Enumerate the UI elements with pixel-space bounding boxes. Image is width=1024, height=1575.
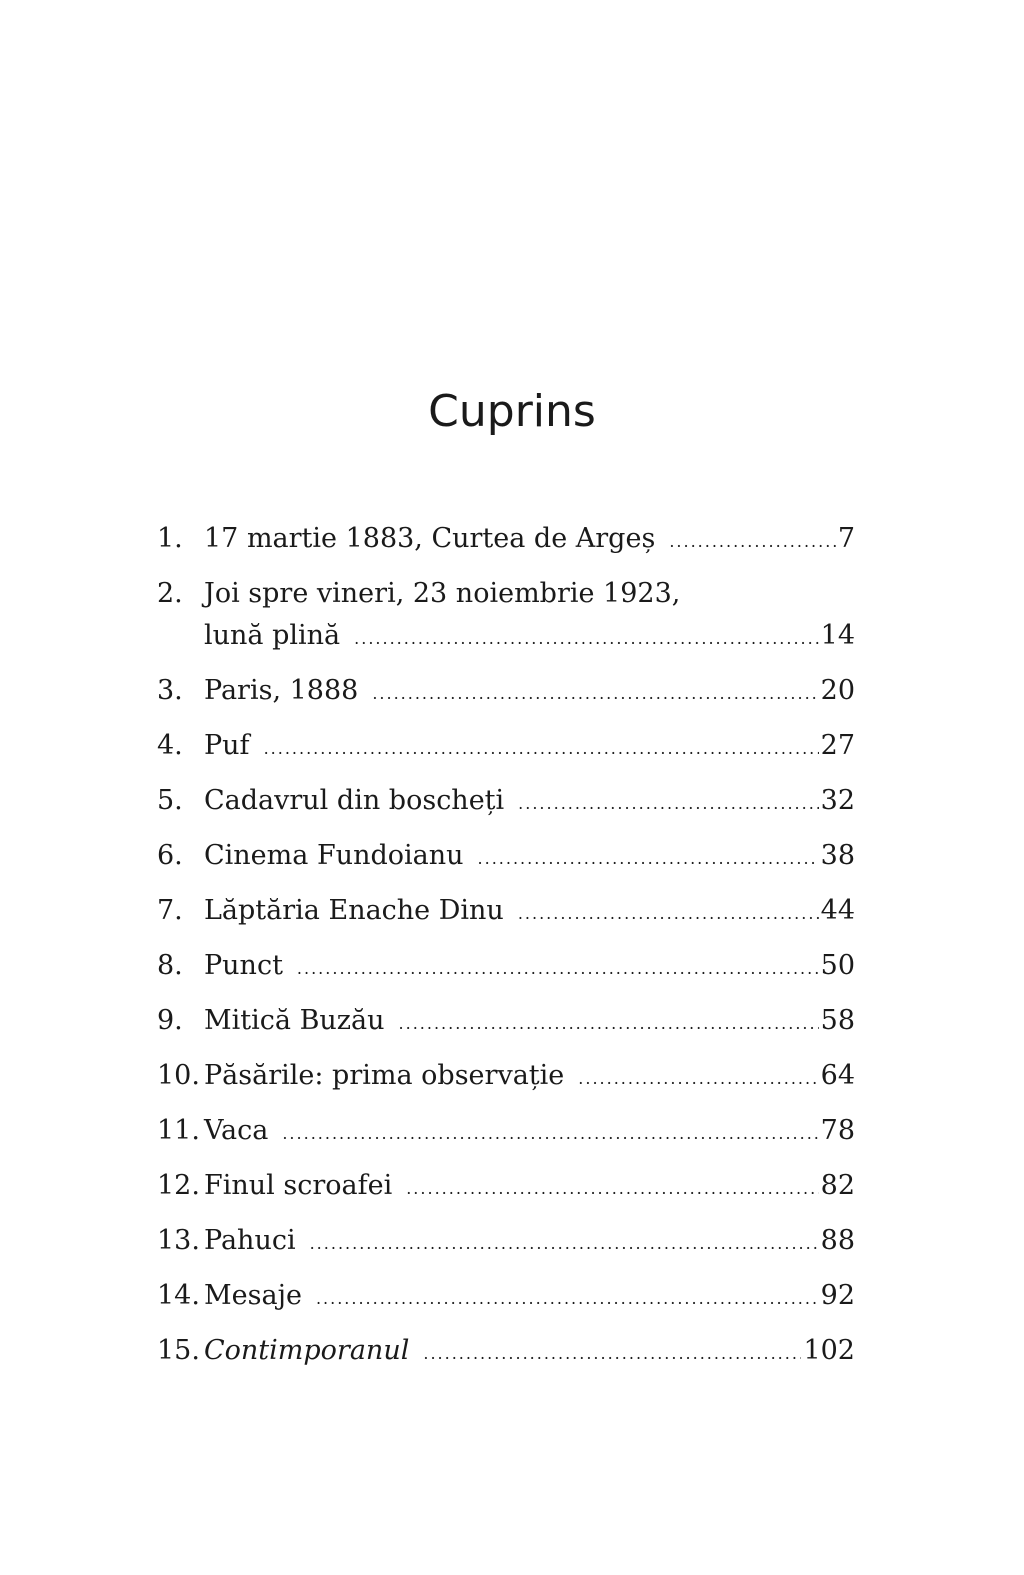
dot-leader xyxy=(399,1002,819,1046)
entry-number: 10. xyxy=(157,1060,200,1091)
toc-entry[interactable] xyxy=(157,669,855,724)
entry-title: Cinema Fundoianu xyxy=(204,840,464,871)
entry-page-number: 102 xyxy=(803,1335,855,1366)
entry-page-number: 82 xyxy=(820,1170,855,1201)
entry-page-number: 78 xyxy=(820,1115,855,1146)
dot-leader xyxy=(578,1057,818,1101)
entry-number: 7. xyxy=(157,895,183,926)
entry-number: 5. xyxy=(157,785,183,816)
dot-leader xyxy=(669,520,836,564)
entry-page-number: 58 xyxy=(820,1005,855,1036)
entry-number: 12. xyxy=(157,1170,200,1201)
toc-entry[interactable] xyxy=(157,779,855,834)
entry-title: Pahuci xyxy=(204,1225,296,1256)
entry-page-number: 92 xyxy=(820,1280,855,1311)
entry-title: Păsările: prima observație xyxy=(204,1060,565,1091)
dot-leader xyxy=(316,1277,819,1321)
entry-number: 3. xyxy=(157,675,183,706)
entry-title: Punct xyxy=(204,950,283,981)
entry-title: Lăptăria Enache Dinu xyxy=(204,895,504,926)
entry-number: 13. xyxy=(157,1225,200,1256)
toc-entry[interactable] xyxy=(157,1164,855,1219)
table-of-contents xyxy=(157,517,855,1384)
entry-title: Cadavrul din boscheți xyxy=(204,785,505,816)
dot-leader xyxy=(518,782,818,826)
entry-title: Mesaje xyxy=(204,1280,302,1311)
entry-title: Contimporanul xyxy=(204,1335,410,1366)
toc-entry[interactable] xyxy=(157,834,855,889)
dot-leader xyxy=(372,672,818,716)
entry-page-number: 27 xyxy=(820,730,855,761)
entry-title: Paris, 1888 xyxy=(204,675,359,706)
entry-title-line: Joi spre vineri, 23 noiembrie 1923, xyxy=(204,578,681,609)
toc-entry[interactable] xyxy=(157,889,855,944)
entry-number: 14. xyxy=(157,1280,200,1311)
page-title: Cuprins xyxy=(428,386,596,437)
entry-title: lună plină xyxy=(204,620,341,651)
toc-entry[interactable] xyxy=(157,944,855,999)
entry-title: 17 martie 1883, Curtea de Argeș xyxy=(204,523,656,554)
entry-number: 15. xyxy=(157,1335,200,1366)
entry-title: Mitică Buzău xyxy=(204,1005,385,1036)
toc-entry[interactable] xyxy=(157,1109,855,1164)
entry-number: 4. xyxy=(157,730,183,761)
entry-page-number: 88 xyxy=(820,1225,855,1256)
toc-entry[interactable] xyxy=(157,1274,855,1329)
toc-entry[interactable] xyxy=(157,999,855,1054)
entry-page-number: 32 xyxy=(820,785,855,816)
entry-page-number: 20 xyxy=(820,675,855,706)
entry-page-number: 7 xyxy=(837,523,855,554)
entry-number: 11. xyxy=(157,1115,200,1146)
toc-entry[interactable] xyxy=(157,1054,855,1109)
toc-entry[interactable] xyxy=(157,724,855,779)
entry-number: 9. xyxy=(157,1005,183,1036)
dot-leader xyxy=(264,727,819,771)
entry-number: 8. xyxy=(157,950,183,981)
dot-leader xyxy=(282,1112,818,1156)
entry-title: Vaca xyxy=(204,1115,269,1146)
dot-leader xyxy=(406,1167,818,1211)
entry-page-number: 64 xyxy=(820,1060,855,1091)
dot-leader xyxy=(297,947,819,991)
entry-number: 1. xyxy=(157,523,183,554)
dot-leader xyxy=(310,1222,819,1266)
entry-page-number: 44 xyxy=(820,895,855,926)
toc-entry[interactable] xyxy=(157,572,855,669)
entry-page-number: 50 xyxy=(820,950,855,981)
dot-leader xyxy=(423,1332,801,1376)
dot-leader xyxy=(518,892,819,936)
dot-leader xyxy=(354,617,819,661)
toc-entry[interactable] xyxy=(157,517,855,572)
entry-title: Puf xyxy=(204,730,250,761)
entry-page-number: 14 xyxy=(820,620,855,651)
entry-title: Finul scroafei xyxy=(204,1170,393,1201)
dot-leader xyxy=(478,837,819,881)
toc-entry[interactable] xyxy=(157,1219,855,1274)
entry-number: 6. xyxy=(157,840,183,871)
entry-number: 2. xyxy=(157,578,183,609)
toc-entry[interactable] xyxy=(157,1329,855,1384)
entry-page-number: 38 xyxy=(820,840,855,871)
